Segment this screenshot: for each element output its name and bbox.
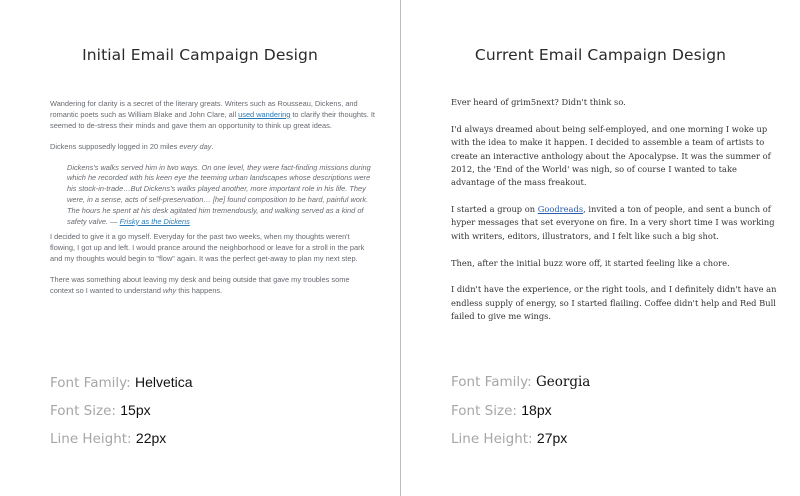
text-span: I started a group on: [451, 204, 538, 215]
text-span: .: [211, 141, 214, 151]
line-height-spec: [451, 428, 590, 456]
text-span: , invited a ton of people, and sent a bunch of hyper messages that set everyone on fire. In a very short time I was working with writers, editors, illustrators, and I felt like such a big shot.: [451, 204, 775, 241]
text-span: Wandering for clarity is a secret of the literary greats. Writers such as Rousseau, Dickens, and romantic poets such as William Blake and John Clare, all: [50, 99, 358, 119]
frisky-as-the-dickens-link[interactable]: Frisky as the Dickens: [119, 216, 190, 226]
line-height-value: 27px: [536, 430, 568, 446]
initial-design-title: Initial Email Campaign Design: [82, 46, 318, 64]
current-design-panel: [401, 0, 800, 496]
sample-paragraph: I'd always dreamed about being self-employed, and one morning I woke up with the idea to make it happen. I decided to assemble a team of artists to create an interactive anthology about the Apocalypse. It was the summer of 2012, the 'End of the World' was nigh, so of course I wanted to take advantage of the mass freakout.: [451, 123, 771, 188]
line-height-label: Line Height:: [50, 431, 136, 447]
sample-paragraph: [50, 275, 375, 297]
text-span: There was something about leaving my desk and being outside that gave my troubles some context so I wanted to understand: [50, 274, 350, 295]
font-family-label: Font Family:: [451, 374, 536, 390]
sample-paragraph: Ever heard of grim5next? Didn't think so.: [451, 97, 626, 107]
used-wandering-link[interactable]: used wandering: [238, 109, 291, 119]
font-family-spec: [50, 372, 193, 400]
current-design-title: Current Email Campaign Design: [474, 46, 727, 64]
font-family-value: Georgia: [535, 374, 591, 390]
font-size-spec: [451, 400, 590, 428]
font-size-value: 15px: [120, 402, 151, 418]
font-size-label: Font Size:: [451, 403, 522, 419]
quote-text: Dickens's walks served him in two ways. On one level, they were fact-finding missions during which he recorded with his keen eye the teeming urban landscapes whose descriptions were his stock-in-trade…But Dickens's walks played another, more important role in his life. They were, in a sense, acts of self-preservation… [he] found composition to be hard, painful work. The hours he spent at his desk agitated him tremendously, and walking served as a kind of safety valve. —: [67, 162, 371, 226]
font-family-label: Font Family:: [50, 375, 135, 391]
initial-sample-text: [50, 99, 375, 307]
text-span: to clarify their thoughts. It seemed to de-stress their minds and gave them an opportunity to think up great ideas.: [50, 109, 375, 130]
sample-paragraph: [451, 203, 783, 243]
initial-font-specs: [50, 372, 193, 456]
emphasis-text: why: [163, 285, 177, 295]
sample-paragraph: [50, 99, 375, 131]
sample-paragraph: [50, 142, 375, 153]
line-height-spec: [50, 428, 193, 456]
dickens-quote: [67, 163, 375, 228]
sample-paragraph: Then, after the initial buzz wore off, it started feeling like a chore.: [451, 257, 730, 268]
goodreads-link[interactable]: Goodreads: [537, 204, 584, 215]
font-family-value: Helvetica: [134, 374, 193, 390]
line-height-value: 22px: [135, 430, 167, 446]
line-height-label: Line Height:: [451, 431, 537, 447]
font-family-spec: [451, 372, 590, 400]
text-span: this happens.: [176, 285, 223, 295]
font-size-value: 18px: [521, 402, 552, 418]
current-font-specs: [451, 372, 590, 456]
text-span: Dickens supposedly logged in 20 miles: [50, 141, 180, 151]
sample-paragraph: I decided to give it a go myself. Everyday for the past two weeks, when my thoughts weren't flowing, I got up and left. I would prance around the neighborhood or leave for a stroll in the park and my thoughts would begin to "flow" again. It was the perfect get-away to plan my next step.: [50, 232, 365, 263]
sample-paragraph: I didn't have the experience, or the right tools, and I definitely didn't have an endless supply of energy, so I started flailing. Coffee didn't help and Red Bull failed to give me wings.: [451, 284, 777, 322]
font-size-spec: [50, 400, 193, 428]
emphasis-text: every day: [179, 141, 212, 151]
font-size-label: Font Size:: [50, 403, 121, 419]
current-sample-text: [451, 96, 783, 337]
